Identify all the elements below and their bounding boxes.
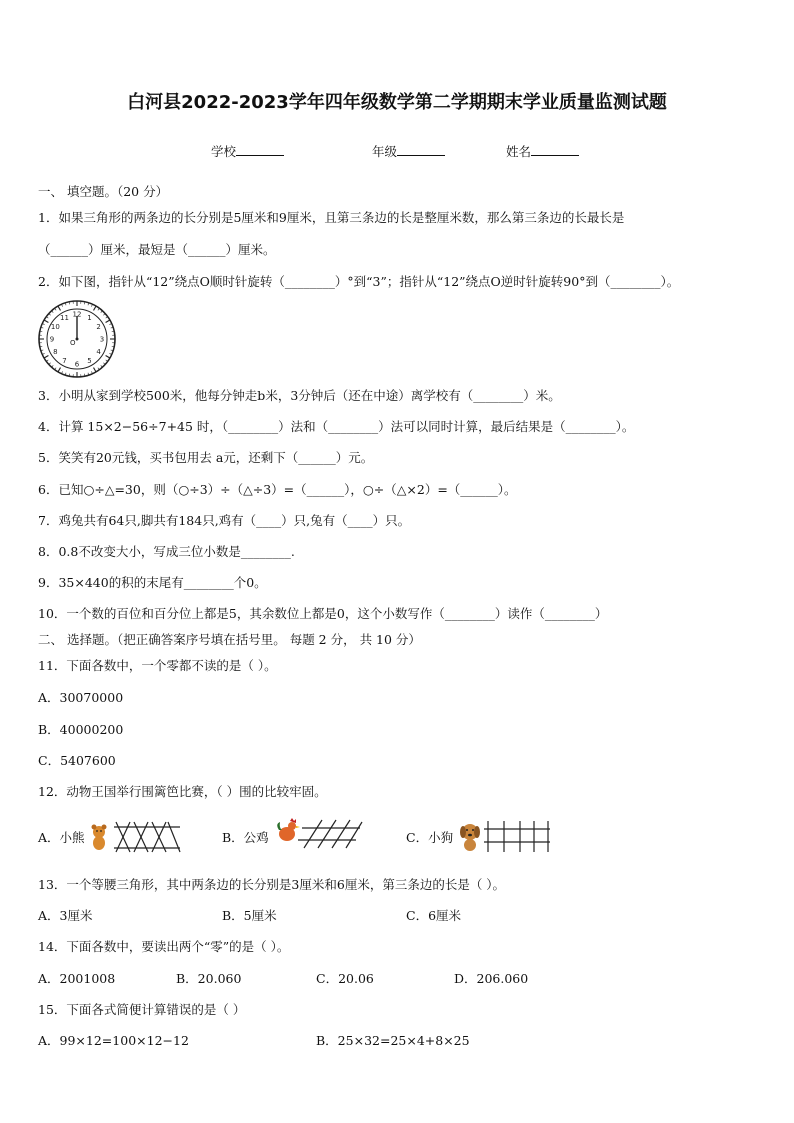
question-9: 9．35×440的积的末尾有________个0。 <box>38 575 267 590</box>
clock-number: 7 <box>62 357 67 366</box>
clock-number: 10 <box>50 323 60 331</box>
question-1-line2: （______）厘米，最短是（______）厘米。 <box>38 242 276 257</box>
question-14-option-b[interactable]: B．20.060 <box>176 971 242 986</box>
question-7: 7．鸡兔共有64只,脚共有184只,鸡有（____）只,兔有（____）只。 <box>38 513 411 528</box>
question-14-option-d[interactable]: D．206.060 <box>454 971 529 986</box>
school-label: 学校 <box>211 144 237 159</box>
question-14-option-c[interactable]: C．20.06 <box>316 971 374 986</box>
clock-tick <box>106 320 110 323</box>
clock-tick <box>94 306 97 310</box>
school-field[interactable] <box>211 142 284 160</box>
question-12-option-c[interactable]: C．小狗 <box>406 830 454 845</box>
clock-tick <box>58 368 61 372</box>
question-13: 13．一个等腰三角形，其中两条边的长分别是3厘米和6厘米，第三条边的长是（ ）。 <box>38 877 506 892</box>
clock-number: 8 <box>53 348 58 356</box>
section2-heading: 二、 选择题。（把正确答案序号填在括号里。 每题 2 分， 共 10 分） <box>38 632 421 647</box>
question-3: 3．小明从家到学校500米，他每分钟走b米，3分钟后（还在中途）离学校有（________）米。 <box>38 388 561 403</box>
grid-fence <box>484 821 550 852</box>
clock-tick <box>58 306 61 310</box>
clock-number: 11 <box>60 313 69 322</box>
question-4: 4．计算 15×2−56÷7+45 时，（________）法和（________）法可以同时计算，最后结果是（________）。 <box>38 419 635 434</box>
clock-number: 6 <box>74 360 80 369</box>
question-15: 15．下面各式简便计算错误的是（ ） <box>38 1002 246 1017</box>
question-14: 14．下面各数中，要读出两个“零”的是（ ）。 <box>38 939 290 954</box>
clock-number: 9 <box>49 335 55 344</box>
question-14-option-a[interactable]: A．2001008 <box>38 971 116 986</box>
section1-heading: 一、 填空题。（20 分） <box>38 184 169 199</box>
name-field[interactable] <box>506 142 579 160</box>
question-12-option-b[interactable]: B．公鸡 <box>222 830 269 845</box>
dog-fence-figure <box>458 818 553 854</box>
question-13-option-a[interactable]: A．3厘米 <box>38 908 93 923</box>
question-11-option-a[interactable]: A．30070000 <box>38 690 124 705</box>
question-8: 8．0.8不改变大小，写成三位小数是________. <box>38 544 295 559</box>
clock-tick <box>44 356 48 359</box>
question-2: 2．如下图，指针从“12”绕点O顺时针旋转（________）°到“3”；指针从“12”绕点O逆时针旋转90°到（________）。 <box>38 274 680 289</box>
question-11-option-b[interactable]: B．40000200 <box>38 722 124 737</box>
clock-number: 4 <box>96 348 101 356</box>
question-12: 12．动物王国举行围篱笆比赛，（ ）围的比较牢固。 <box>38 784 327 799</box>
clock-tick <box>44 320 48 323</box>
question-11-option-c[interactable]: C．5407600 <box>38 753 116 768</box>
clock-number: 3 <box>99 335 105 344</box>
question-12-option-a[interactable]: A．小熊 <box>38 830 85 845</box>
clock-tick <box>94 368 97 372</box>
rooster-fence-figure <box>274 816 364 852</box>
slanted-fence <box>298 820 362 848</box>
clock-number: 2 <box>96 323 101 331</box>
cross-fence <box>114 822 180 852</box>
clock-number: 12 <box>72 310 82 319</box>
clock-number: 5 <box>87 357 92 366</box>
question-10: 10．一个数的百位和百分位上都是5，其余数位上都是0，这个小数写作（________）读作（________） <box>38 606 608 621</box>
clock-tick <box>106 356 110 359</box>
question-15-option-b[interactable]: B．25×32=25×4+8×25 <box>316 1033 470 1048</box>
grade-field[interactable] <box>372 142 445 160</box>
name-label: 姓名 <box>506 144 532 159</box>
question-1-line1: 1．如果三角形的两条边的长分别是5厘米和9厘米，且第三条边的长是整厘米数，那么第三条边的长最长是 <box>38 210 625 225</box>
grade-label: 年级 <box>372 144 398 159</box>
question-11: 11．下面各数中，一个零都不读的是（ ）。 <box>38 658 277 673</box>
question-13-option-b[interactable]: B．5厘米 <box>222 908 277 923</box>
clock-number: 1 <box>87 313 92 322</box>
clock-figure <box>36 298 118 380</box>
bear-fence-figure <box>88 818 183 854</box>
question-5: 5．笑笑有20元钱，买书包用去 a元，还剩下（______）元。 <box>38 450 374 465</box>
clock-center-label: O <box>70 339 76 347</box>
page-title: 白河县2022-2023学年四年级数学第二学期期末学业质量监测试题 <box>127 92 667 113</box>
question-6: 6．已知○÷△=30，则（○÷3）÷（△÷3）=（______），○÷（△×2）=（______）。 <box>38 482 517 497</box>
question-15-option-a[interactable]: A．99×12=100×12−12 <box>38 1033 189 1048</box>
clock-center <box>76 338 79 341</box>
question-13-option-c[interactable]: C．6厘米 <box>406 908 462 923</box>
